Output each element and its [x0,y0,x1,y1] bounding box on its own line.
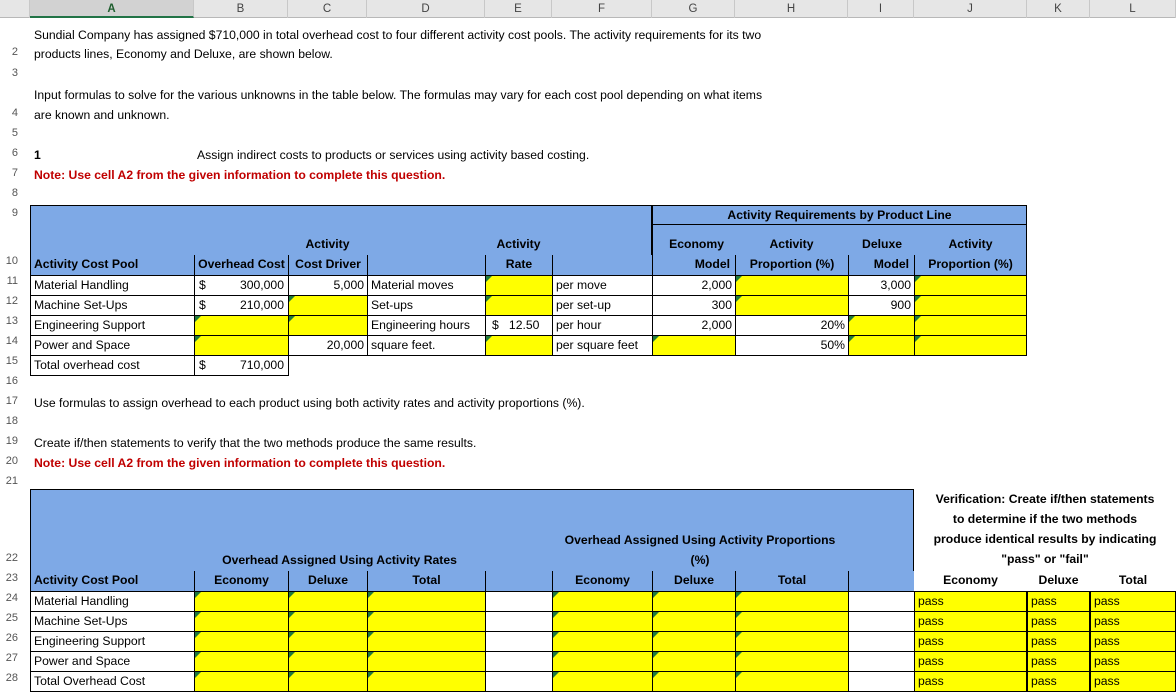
formula-flag-icon [289,316,295,322]
formula-flag-icon [915,296,921,302]
table2-input-material-handling-6[interactable] [735,591,849,612]
row-header-12[interactable]: 12 [5,295,18,307]
row-header-24[interactable]: 24 [5,592,18,604]
table1-header-per [552,255,652,275]
table1-unit-engineering-support[interactable]: Engineering hours [367,315,486,336]
note-text-2: Note: Use cell A2 from the given information to complete this question. [34,456,446,470]
table2-input-power-and-space-1[interactable] [288,651,368,672]
table1-pool-material-handling[interactable]: Material Handling [30,275,195,296]
table2-input-power-and-space-0[interactable] [194,651,289,672]
table1-rate-input-machine-setups[interactable] [485,295,553,316]
row-header-14[interactable]: 14 [5,335,18,347]
table1-eprop-input-machine-setups[interactable] [735,295,849,316]
table2-input-material-handling-4[interactable] [552,591,653,612]
verification-line-4: "pass" or "fail" [1001,552,1089,566]
formula-flag-icon [736,672,742,678]
formula-flag-icon [653,672,659,678]
table1-header-pool: Activity Cost Pool [30,255,194,275]
table1-dprop-input-power-and-space[interactable] [914,335,1027,356]
column-header-b[interactable]: B [194,0,288,18]
formula-flag-icon [195,632,201,638]
row-header-25[interactable]: 25 [5,612,18,624]
table1-econ-input-power-and-space[interactable] [652,335,736,356]
table2-verify-total-v2[interactable]: pass [1027,671,1090,692]
table2-verify-machine-setups-v2[interactable]: pass [1027,611,1090,632]
table2-pool-engineering-support[interactable]: Engineering Support [30,631,195,652]
table1-econ-material-handling[interactable]: 2,000 [652,275,736,296]
table1-eprop-engineering-support[interactable]: 20% [735,315,849,336]
table1-driver-input-machine-setups[interactable] [288,295,368,316]
table2-verify-power-and-space-v2[interactable]: pass [1027,651,1090,672]
table2-input-power-and-space-4[interactable] [552,651,653,672]
column-header-k[interactable]: K [1027,0,1090,18]
column-header-d[interactable]: D [367,0,485,18]
table1-cost-input-engineering-support[interactable] [194,315,289,336]
table1-header-dprop-line2: Proportion (%) [914,255,1027,275]
table2-header-props-economy: Economy [552,571,652,591]
formula-flag-icon [736,632,742,638]
table1-header-driver-line1: Activity [305,237,350,251]
formula-flag-icon [553,652,559,658]
table1-deluxe-input-power-and-space[interactable] [848,335,915,356]
formula-flag-icon [553,612,559,618]
table2-input-total-2[interactable] [367,671,486,692]
formula-flag-icon [915,276,921,282]
row-header-15[interactable]: 15 [5,355,18,367]
table1-header-overhead: Overhead Cost [194,255,288,275]
formula-flag-icon [289,592,295,598]
table2-header-props-deluxe: Deluxe [652,571,735,591]
table1-header-economy-line1: Economy [669,237,724,251]
column-header-e[interactable]: E [485,0,552,18]
table1-header-economy-line2: Model [652,255,735,275]
table2-header-rates-total: Total [367,571,485,591]
table1-total-label[interactable]: Total overhead cost [30,355,195,376]
table2-input-power-and-space-5[interactable] [652,651,736,672]
row-header-26[interactable]: 26 [5,632,18,644]
table2-header-verif-total: Total [1118,573,1148,587]
table1-deluxe-machine-setups[interactable]: 900 [848,295,915,316]
table2-header-spacer [485,571,552,591]
row-header-3[interactable]: 3 [11,67,18,79]
formula-flag-icon [915,316,921,322]
column-header-j[interactable]: J [914,0,1027,18]
row-header-10[interactable]: 10 [5,255,18,267]
formula-flag-icon [653,612,659,618]
table1-driver-material-handling[interactable]: 5,000 [288,275,368,296]
table1-header-eprop-line1: Activity [769,237,814,251]
table1-deluxe-material-handling[interactable]: 3,000 [848,275,915,296]
row-header-8[interactable]: 8 [11,187,18,199]
row-header-6[interactable]: 6 [11,147,18,159]
table2-blank-machine-setups-3[interactable] [485,611,553,632]
column-header-c[interactable]: C [288,0,367,18]
table2-blank-total-7[interactable] [848,671,915,692]
table1-unit-material-handling[interactable]: Material moves [367,275,486,296]
table2-verify-engineering-support-v1[interactable]: pass [914,631,1027,652]
intro-line-1: Sundial Company has assigned $710,000 in total overhead cost to four different activity cost pools. The activity requirements for its two [34,28,762,42]
cost-value: 710,000 [239,358,284,372]
formula-flag-icon [289,632,295,638]
column-header-h[interactable]: H [735,0,848,18]
formula-flag-icon [195,316,201,322]
table1-driver-power-and-space[interactable]: 20,000 [288,335,368,356]
row-header-9[interactable]: 9 [11,207,18,219]
table2-header-rates-economy: Economy [194,571,288,591]
formula-flag-icon [849,316,855,322]
table2-input-material-handling-0[interactable] [194,591,289,612]
table2-blank-material-handling-7[interactable] [848,591,915,612]
row-header-13[interactable]: 13 [5,315,18,327]
table2-pool-material-handling[interactable]: Material Handling [30,591,195,612]
table1-unit-machine-setups[interactable]: Set-ups [367,295,486,316]
formula-flag-icon [553,592,559,598]
table2-verify-engineering-support-v3[interactable]: pass [1090,631,1176,652]
formula-flag-icon [486,296,492,302]
table2-pool-total[interactable]: Total Overhead Cost [30,671,195,692]
instructions-line-2: are known and unknown. [34,108,170,122]
formula-flag-icon [653,592,659,598]
column-header-l[interactable]: L [1090,0,1176,18]
table1-header-rate-line2: Rate [485,255,552,275]
table1-rate-input-material-handling[interactable] [485,275,553,296]
formula-flag-icon [553,632,559,638]
table2-input-engineering-support-2[interactable] [367,631,486,652]
table2-verify-total-v1[interactable]: pass [914,671,1027,692]
table2-blank-total-3[interactable] [485,671,553,692]
formula-flag-icon [195,672,201,678]
formula-flag-icon [736,276,742,282]
table2-blank-power-and-space-7[interactable] [848,651,915,672]
row-header-18[interactable]: 18 [5,415,18,427]
verification-line-2: to determine if the two methods [952,512,1138,526]
table1-header-eprop-line2: Proportion (%) [735,255,848,275]
table2-blank-engineering-support-7[interactable] [848,631,915,652]
table2-header-verif-deluxe: Deluxe [1038,573,1079,587]
table2-input-engineering-support-1[interactable] [288,631,368,652]
table2-blank-power-and-space-3[interactable] [485,651,553,672]
table2-input-total-0[interactable] [194,671,289,692]
column-header-g[interactable]: G [652,0,735,18]
formula-flag-icon [368,592,374,598]
question-objective: Assign indirect costs to products or services using activity based costing. [197,148,590,162]
table1-dprop-input-engineering-support[interactable] [914,315,1027,336]
verification-line-1: Verification: Create if/then statements [935,492,1155,506]
table1-econ-machine-setups[interactable]: 300 [652,295,736,316]
row-header-28[interactable]: 28 [5,672,18,684]
question-number: 1 [34,148,41,162]
table2-input-machine-setups-5[interactable] [652,611,736,632]
formula-flag-icon [368,612,374,618]
row-header-19[interactable]: 19 [5,435,18,447]
formula-flag-icon [653,652,659,658]
verification-line-3: produce identical results by indicating [933,532,1157,546]
table2-header-verif-economy: Economy [943,573,998,587]
formula-flag-icon [289,296,295,302]
table2-input-machine-setups-4[interactable] [552,611,653,632]
table2-verify-material-handling-v3[interactable]: pass [1090,591,1176,612]
row-header-27[interactable]: 27 [5,652,18,664]
table2-input-engineering-support-5[interactable] [652,631,736,652]
table1-rate-input-power-and-space[interactable] [485,335,553,356]
table2-verify-material-handling-v2[interactable]: pass [1027,591,1090,612]
table2-input-material-handling-1[interactable] [288,591,368,612]
table1-pool-power-and-space[interactable]: Power and Space [30,335,195,356]
formula-flag-icon [195,592,201,598]
row-header-16[interactable]: 16 [5,375,18,387]
row-header-23[interactable]: 23 [5,572,18,584]
row-header-5[interactable]: 5 [11,127,18,139]
instructions-line-1: Input formulas to solve for the various unknowns in the table below. The formulas may vary for each cost pool depending on what items [34,88,763,102]
table1-total-cost[interactable] [194,355,289,376]
table2-verification-header [914,489,1176,572]
table2-verify-material-handling-v1[interactable]: pass [914,591,1027,612]
table2-header-props-total: Total [735,571,848,591]
table1-header-rate-line1: Activity [496,237,541,251]
table2-input-machine-setups-0[interactable] [194,611,289,632]
table1-cost-input-power-and-space[interactable] [194,335,289,356]
formula-flag-icon [195,652,201,658]
table1-driver-input-engineering-support[interactable] [288,315,368,336]
table1-per-engineering-support[interactable]: per hour [552,315,653,336]
table1-per-machine-setups[interactable]: per set-up [552,295,653,316]
table2-input-engineering-support-6[interactable] [735,631,849,652]
currency-symbol: $ [199,298,206,312]
row-header-17[interactable]: 17 [5,395,18,407]
row-header-4[interactable]: 4 [11,107,18,119]
table2-pool-machine-setups[interactable]: Machine Set-Ups [30,611,195,632]
table2-blank-machine-setups-7[interactable] [848,611,915,632]
table1-per-power-and-space[interactable]: per square feet [552,335,653,356]
table1-dprop-input-machine-setups[interactable] [914,295,1027,316]
table2-props-header-line1: Overhead Assigned Using Activity Proportions [564,533,836,547]
table2-input-machine-setups-2[interactable] [367,611,486,632]
table2-verify-power-and-space-v3[interactable]: pass [1090,651,1176,672]
formula-flag-icon [736,592,742,598]
table2-input-total-4[interactable] [552,671,653,692]
row-header-2[interactable]: 2 [11,46,18,58]
table2-header-rates-deluxe: Deluxe [288,571,367,591]
table2-props-header-line2: (%) [690,553,710,567]
table2-input-machine-setups-1[interactable] [288,611,368,632]
currency-symbol: $ [199,358,206,372]
table1-header-driver-line2: Cost Driver [288,255,367,275]
table1-deluxe-input-engineering-support[interactable] [848,315,915,336]
row-header-7[interactable]: 7 [11,167,18,179]
table2-input-material-handling-2[interactable] [367,591,486,612]
table2-rates-header: Overhead Assigned Using Activity Rates [222,553,457,567]
table2-blank-material-handling-3[interactable] [485,591,553,612]
table1-eprop-input-material-handling[interactable] [735,275,849,296]
formula-flag-icon [289,652,295,658]
table1-pool-machine-setups[interactable]: Machine Set-Ups [30,295,195,316]
table2-verify-machine-setups-v1[interactable]: pass [914,611,1027,632]
table1-header-dprop-line1: Activity [948,237,993,251]
formula-flag-icon [289,612,295,618]
column-header-bar [0,0,1176,18]
table1-header-unit [367,255,485,275]
row-header-22[interactable]: 22 [5,552,18,564]
table2-header-spacer-2 [848,571,914,591]
row-header-21[interactable]: 21 [5,475,18,487]
row-header-11[interactable]: 11 [6,275,18,287]
column-header-i[interactable]: I [848,0,914,18]
row-header-20[interactable]: 20 [5,455,18,467]
table1-cost-machine-setups[interactable] [194,295,289,316]
formula-flag-icon [736,652,742,658]
table2-verify-machine-setups-v3[interactable]: pass [1090,611,1176,632]
table1-dprop-input-material-handling[interactable] [914,275,1027,296]
formula-flag-icon [368,652,374,658]
table1-header-deluxe-line2: Model [848,255,914,275]
formula-flag-icon [736,296,742,302]
column-header-f[interactable]: F [552,0,652,18]
table2-pool-power-and-space[interactable]: Power and Space [30,651,195,672]
formula-flag-icon [915,336,921,342]
formula-flag-icon [368,672,374,678]
table2-verify-power-and-space-v1[interactable]: pass [914,651,1027,672]
formula-flag-icon [289,672,295,678]
table2-header-pool: Activity Cost Pool [30,571,194,591]
formula-flag-icon [653,336,659,342]
table2-verify-engineering-support-v2[interactable]: pass [1027,631,1090,652]
cost-value: 300,000 [239,278,284,292]
formula-flag-icon [195,336,201,342]
formula-flag-icon [486,276,492,282]
currency-symbol: $ [199,278,206,292]
table1-econ-engineering-support[interactable]: 2,000 [652,315,736,336]
table1-unit-power-and-space[interactable]: square feet. [367,335,486,356]
table1-pool-engineering-support[interactable]: Engineering Support [30,315,195,336]
table2-input-machine-setups-6[interactable] [735,611,849,632]
instruction-assign-overhead: Use formulas to assign overhead to each product using both activity rates and activity proportions (%). [34,396,585,410]
formula-flag-icon [849,336,855,342]
formula-flag-icon [736,612,742,618]
select-all-corner[interactable] [0,0,30,18]
table2-input-total-1[interactable] [288,671,368,692]
table2-input-total-5[interactable] [652,671,736,692]
table1-eprop-power-and-space[interactable]: 50% [735,335,849,356]
table2-verify-total-v3[interactable]: pass [1090,671,1176,692]
intro-line-2: products lines, Economy and Deluxe, are shown below. [34,47,333,61]
table1-header-deluxe-line1: Deluxe [862,237,902,251]
formula-flag-icon [486,336,492,342]
table2-input-material-handling-5[interactable] [652,591,736,612]
table2-input-total-6[interactable] [735,671,849,692]
table2-input-power-and-space-6[interactable] [735,651,849,672]
table1-rate-engineering-support[interactable]: $ 12.50 [485,315,553,336]
table1-cost-material-handling[interactable] [194,275,289,296]
table1-per-material-handling[interactable]: per move [552,275,653,296]
formula-flag-icon [653,632,659,638]
table2-blank-engineering-support-3[interactable] [485,631,553,652]
table2-input-engineering-support-4[interactable] [552,631,653,652]
note-text: Note: Use cell A2 from the given information to complete this question. [34,168,446,182]
table1-group-header: Activity Requirements by Product Line [652,205,1027,225]
instruction-if-then: Create if/then statements to verify that the two methods produce the same results. [34,436,477,450]
formula-flag-icon [195,612,201,618]
table2-input-engineering-support-0[interactable] [194,631,289,652]
cost-value: 210,000 [239,298,284,312]
formula-flag-icon [368,632,374,638]
formula-flag-icon [553,672,559,678]
table2-input-power-and-space-2[interactable] [367,651,486,672]
column-header-a[interactable]: A [30,0,194,18]
